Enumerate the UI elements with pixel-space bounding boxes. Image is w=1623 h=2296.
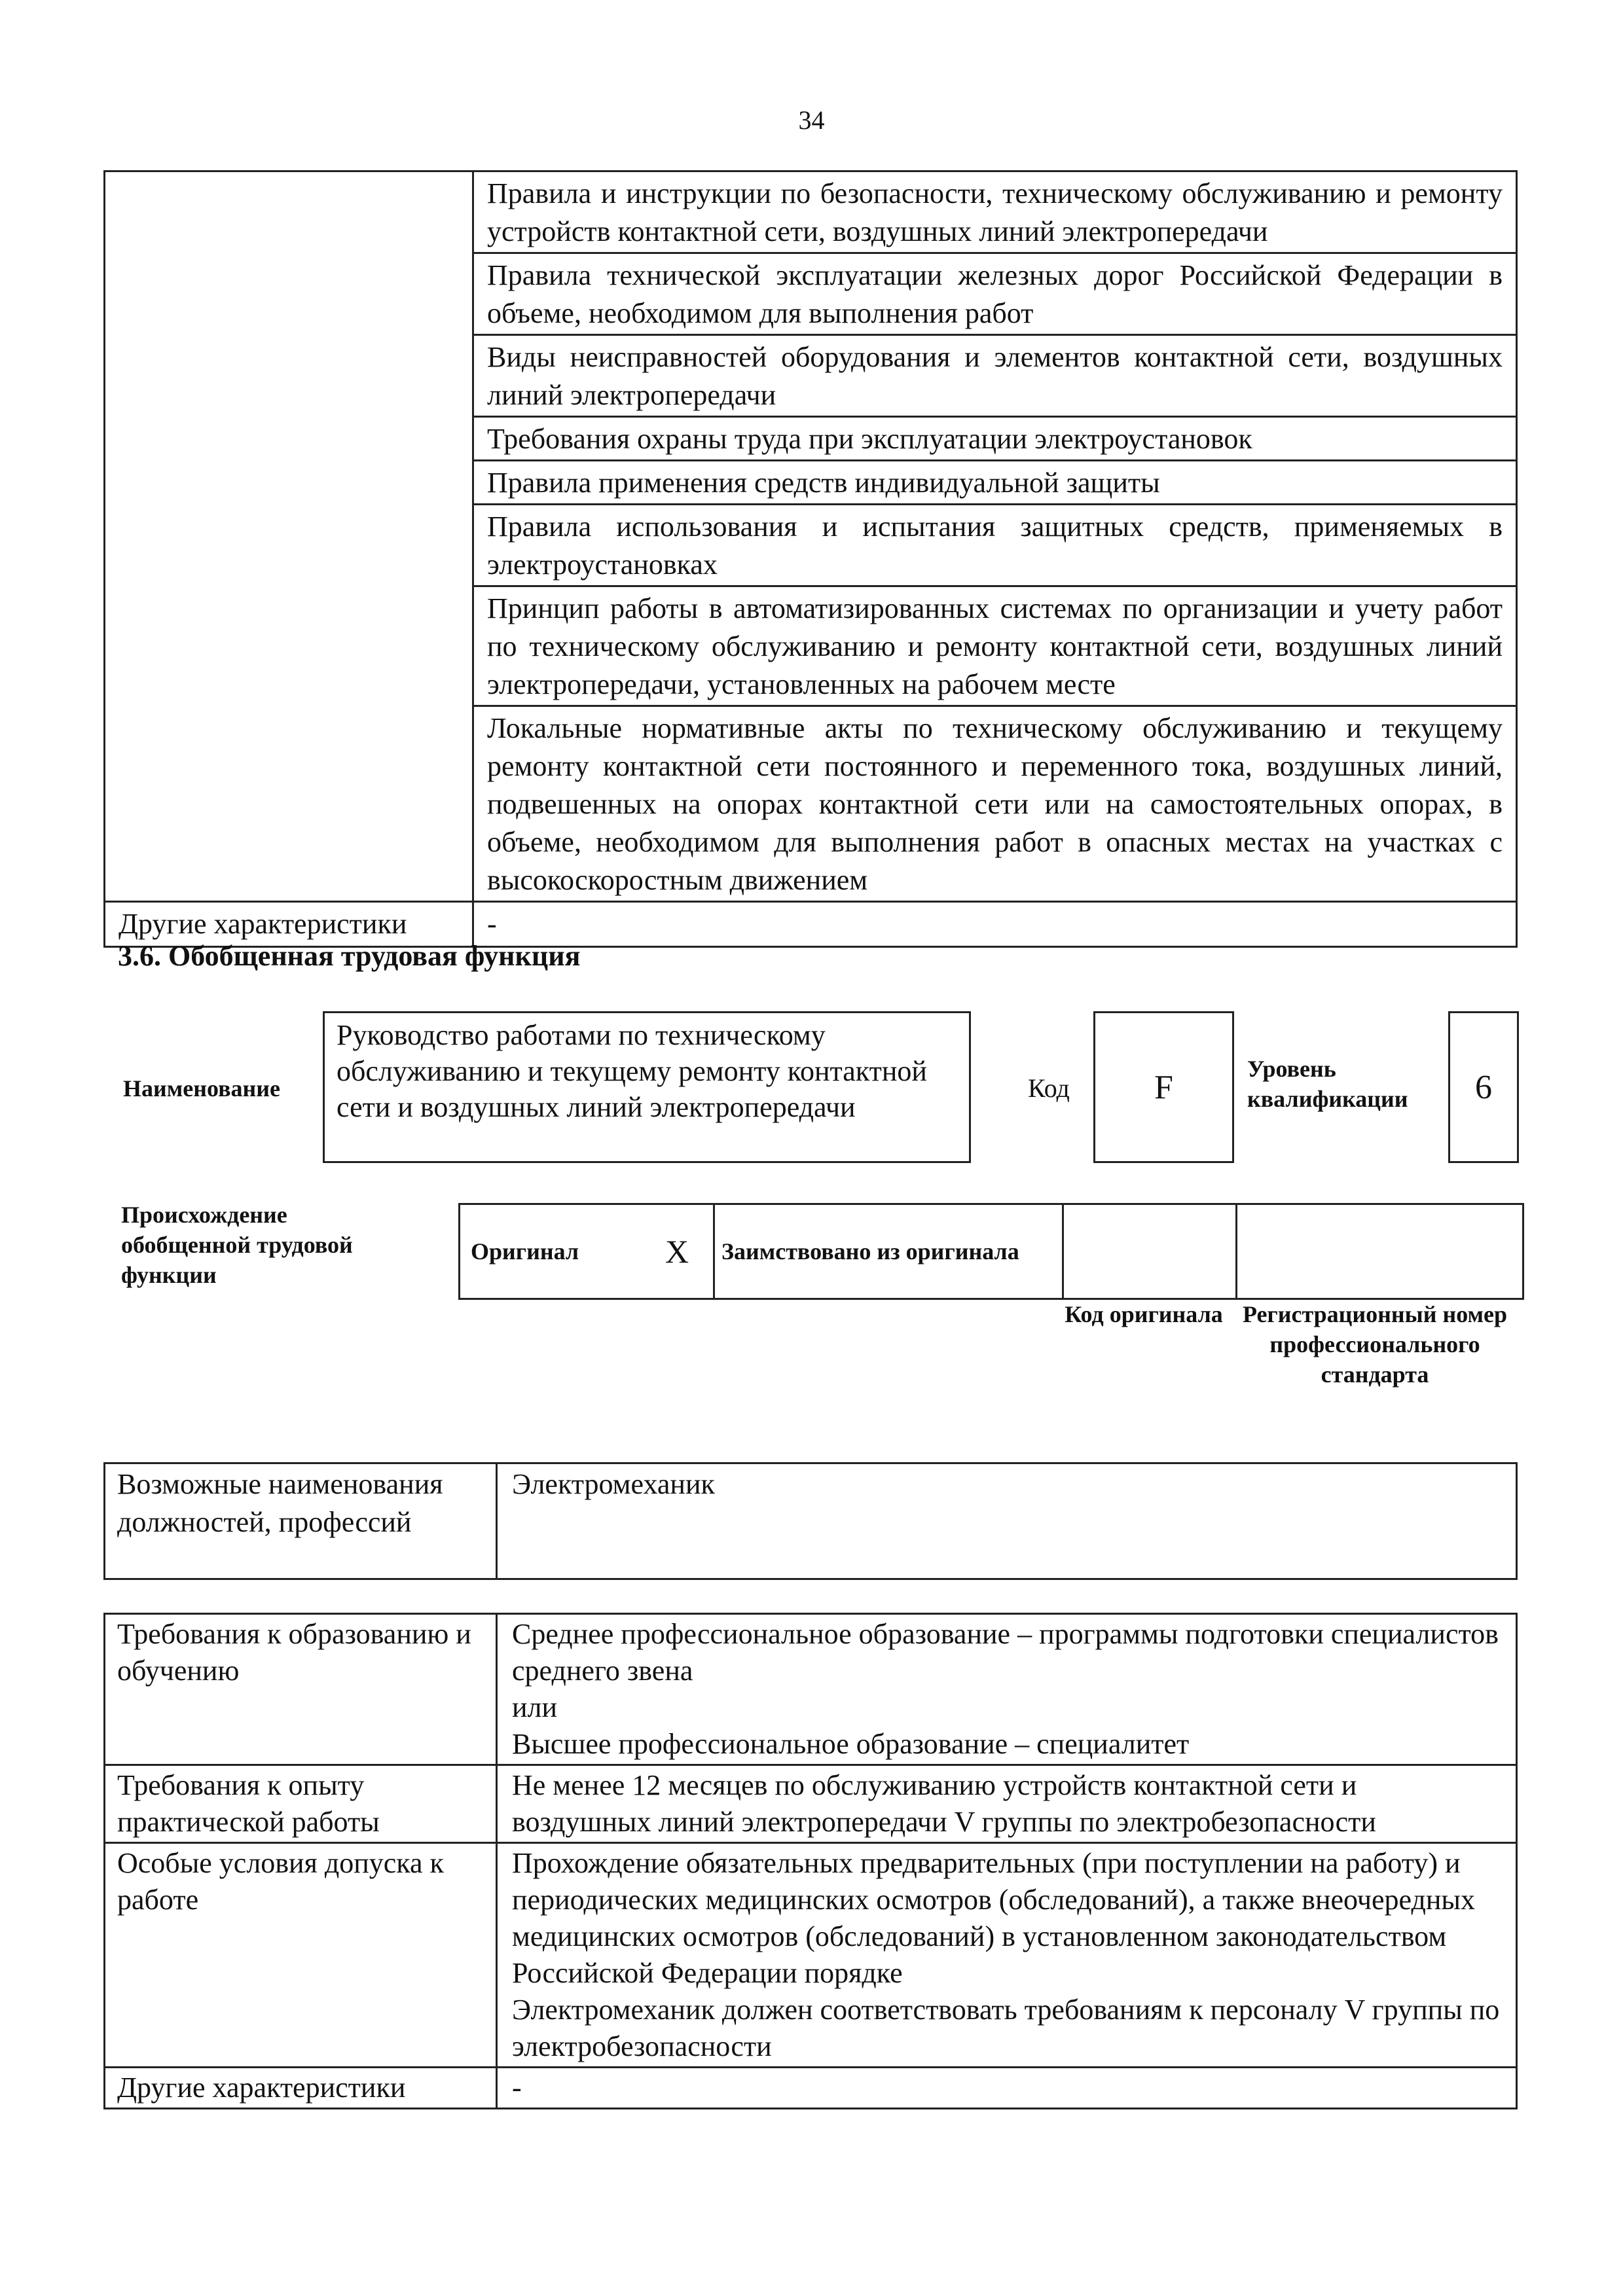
- original-mark: X: [641, 1204, 714, 1299]
- conditions-label: Особые условия допуска к работе: [105, 1843, 497, 2068]
- table-row: Правила и инструкции по безопасности, техническому обслуживанию и ремонту устройств контактной сети, воздушных линий электропередачи: [473, 171, 1517, 253]
- function-name-box: Руководство работами по техническому обслуживанию и текущему ремонту контактной сети и воздушных линий электропередачи: [323, 1011, 971, 1163]
- positions-value: Электромеханик: [497, 1463, 1517, 1579]
- conditions-value: [497, 1843, 1517, 2068]
- requirements-table: [103, 1613, 1518, 2109]
- education-line: или: [512, 1691, 558, 1723]
- education-label: Требования к образованию и обучению: [105, 1614, 497, 1765]
- other-characteristics-label: Другие характеристики: [105, 2068, 497, 2109]
- table-row: Правила применения средств индивидуальной защиты: [473, 461, 1517, 505]
- table-row: Виды неисправностей оборудования и элементов контактной сети, воздушных линий электропередачи: [473, 335, 1517, 417]
- experience-value: Не менее 12 месяцев по обслуживанию устройств контактной сети и воздушных линий электропередачи V группы по электробезопасности: [497, 1765, 1517, 1843]
- conditions-line: Прохождение обязательных предварительных (при поступлении на работу) и периодических медицинских осмотров (обследований), а также внеочередных медицинских осмотров (обследований) в установленном законодательством Российской Федерации порядке: [512, 1847, 1475, 1989]
- level-value: 6: [1448, 1011, 1519, 1163]
- table-row: Локальные нормативные акты по техническому обслуживанию и текущему ремонту контактной сети постоянного и переменного тока, воздушных линий, подвешенных на опорах контактной сети или на самостоятельных опорах, в объеме, необходимом для выполнения работ в опасных местах на участках с высокоскоростным движением: [473, 706, 1517, 902]
- section-heading: 3.6. Обобщенная трудовая функция: [118, 940, 581, 972]
- reg-number-cell: [1237, 1204, 1523, 1299]
- level-label: Уровень квалификации: [1247, 1056, 1408, 1112]
- conditions-line: Электромеханик должен соответствовать требованиям к персоналу V группы по электробезопасности: [512, 1994, 1500, 2062]
- table-row: Требования охраны труда при эксплуатации электроустановок: [473, 417, 1517, 461]
- code-label: Код: [1028, 1073, 1070, 1103]
- origin-table: [458, 1203, 1524, 1300]
- education-line: Среднее профессиональное образование – программы подготовки специалистов среднего звена: [512, 1618, 1499, 1687]
- experience-label: Требования к опыту практической работы: [105, 1765, 497, 1843]
- code-original-caption: Код оригинала: [1065, 1301, 1223, 1327]
- other-characteristics-label: Другие характеристики: [105, 902, 473, 947]
- empty-left-cell: [105, 171, 473, 902]
- borrowed-label: Заимствовано из оригинала: [714, 1204, 1063, 1299]
- table-row: Правила технической эксплуатации железных дорог Российской Федерации в объеме, необходимом для выполнения работ: [473, 253, 1517, 335]
- positions-table: [103, 1462, 1518, 1580]
- positions-label: Возможные наименования должностей, профессий: [105, 1463, 497, 1579]
- code-value: F: [1093, 1011, 1234, 1163]
- other-characteristics-value: -: [473, 902, 1517, 947]
- name-label: Наименование: [123, 1075, 280, 1102]
- education-value: [497, 1614, 1517, 1765]
- page-number: 34: [798, 105, 825, 135]
- education-line: Высшее профессиональное образование – специалитет: [512, 1728, 1190, 1760]
- reg-number-caption: Регистрационный номер профессионального стандарта: [1242, 1301, 1508, 1388]
- table-row: Правила использования и испытания защитных средств, применяемых в электроустановках: [473, 505, 1517, 586]
- other-characteristics-value: -: [497, 2068, 1517, 2109]
- origin-label: Происхождение обобщенной трудовой функции: [121, 1202, 353, 1288]
- table-row: Принцип работы в автоматизированных системах по организации и учету работ по техническому обслуживанию и ремонту контактной сети, воздушных линий электропередачи, установленных на рабочем месте: [473, 586, 1517, 706]
- knowledge-table: [103, 170, 1518, 948]
- code-original-cell: [1063, 1204, 1237, 1299]
- original-label: Оригинал: [460, 1204, 642, 1299]
